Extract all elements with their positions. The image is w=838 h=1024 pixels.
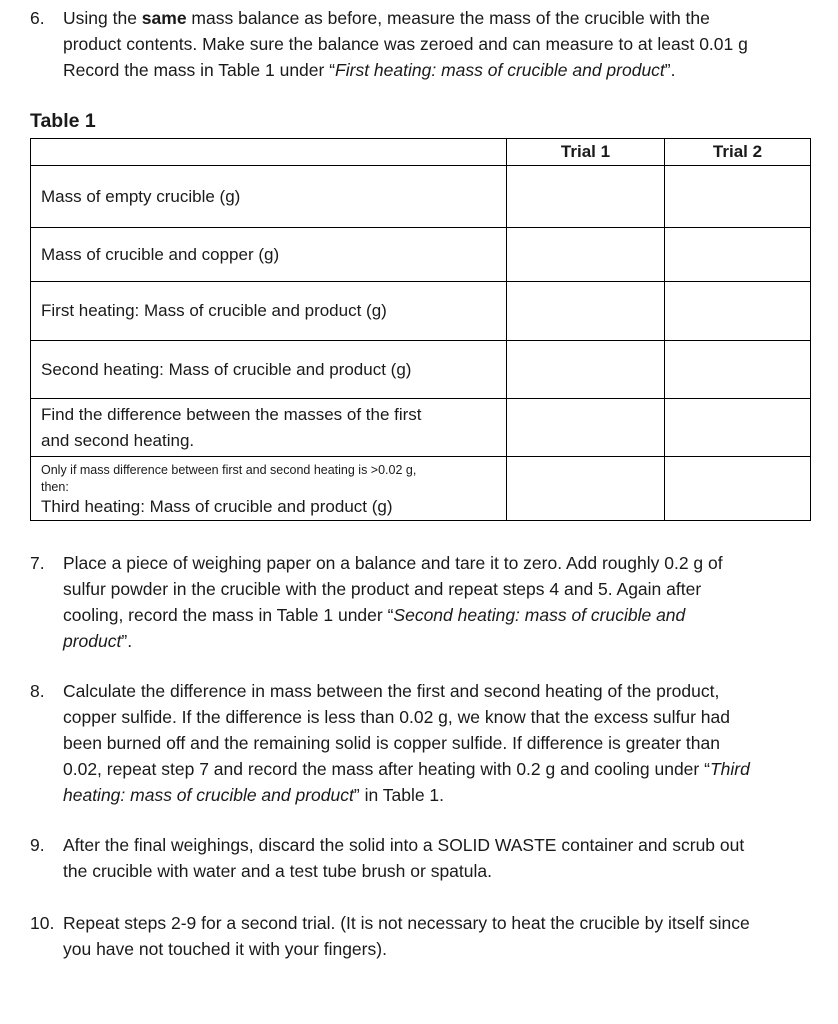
step-number: 10. xyxy=(30,913,55,933)
table-title: Table 1 xyxy=(30,110,96,132)
trial-2-cell[interactable] xyxy=(665,228,811,282)
step-number: 7. xyxy=(30,553,45,573)
step-line: sulfur powder in the crucible with the product and repeat steps 4 and 5. Again after xyxy=(63,579,702,599)
trial-2-cell[interactable] xyxy=(665,457,811,521)
row-note: then: xyxy=(41,479,69,494)
trial-2-cell[interactable] xyxy=(665,166,811,228)
step-line: been burned off and the remaining solid is copper sulfide. If difference is greater than xyxy=(63,733,720,753)
row-note: Only if mass difference between first and second heating is >0.02 g, xyxy=(41,462,417,477)
step-8 xyxy=(30,678,830,808)
table-row xyxy=(31,399,811,457)
row-label: Mass of crucible and copper (g) xyxy=(31,228,507,282)
step-line: After the final weighings, discard the solid into a SOLID WASTE container and scrub out xyxy=(63,835,745,855)
step-line: Repeat steps 2-9 for a second trial. (It is not necessary to heat the crucible by itself since xyxy=(63,913,750,933)
step-10 xyxy=(30,910,830,962)
table-row xyxy=(31,457,811,521)
row-label: First heating: Mass of crucible and product (g) xyxy=(31,282,507,341)
step-line: Calculate the difference in mass between the first and second heating of the product, xyxy=(63,681,720,701)
step-line: product”. xyxy=(63,631,133,651)
step-line: cooling, record the mass in Table 1 under “Second heating: mass of crucible and xyxy=(63,605,686,625)
row-label: Mass of empty crucible (g) xyxy=(31,166,507,228)
trial-2-cell[interactable] xyxy=(665,282,811,341)
step-line: the crucible with water and a test tube brush or spatula. xyxy=(63,861,492,881)
row-label: Only if mass difference between first and second heating is >0.02 g, then: Third heating: Mass of crucible and product (g) xyxy=(31,457,507,521)
trial-1-cell[interactable] xyxy=(507,166,665,228)
trial-1-cell[interactable] xyxy=(507,282,665,341)
step-6 xyxy=(30,5,830,83)
step-line: you have not touched it with your fingers). xyxy=(63,939,387,959)
trial-1-cell[interactable] xyxy=(507,399,665,457)
step-line: heating: mass of crucible and product” in Table 1. xyxy=(63,785,445,805)
step-line: copper sulfide. If the difference is less than 0.02 g, we know that the excess sulfur had xyxy=(63,707,731,727)
step-line: Record the mass in Table 1 under “First heating: mass of crucible and product”. xyxy=(63,60,676,80)
header-trial-1: Trial 1 xyxy=(507,139,665,166)
trial-1-cell[interactable] xyxy=(507,457,665,521)
step-number: 8. xyxy=(30,681,45,701)
row-label: Find the difference between the masses of the first and second heating. xyxy=(31,399,507,457)
step-line: Using the same mass balance as before, measure the mass of the crucible with the xyxy=(63,8,710,28)
table-header-row xyxy=(31,139,811,166)
row-label: Second heating: Mass of crucible and product (g) xyxy=(31,341,507,399)
table-row xyxy=(31,228,811,282)
trial-1-cell[interactable] xyxy=(507,341,665,399)
table-row xyxy=(31,166,811,228)
table-row xyxy=(31,282,811,341)
step-9 xyxy=(30,832,830,884)
step-number: 9. xyxy=(30,835,45,855)
step-line: 0.02, repeat step 7 and record the mass after heating with 0.2 g and cooling under “Third xyxy=(63,759,750,779)
step-number: 6. xyxy=(30,8,45,28)
header-trial-2: Trial 2 xyxy=(665,139,811,166)
trial-1-cell[interactable] xyxy=(507,228,665,282)
step-line: product contents. Make sure the balance was zeroed and can measure to at least 0.01 g xyxy=(63,34,748,54)
results-table xyxy=(30,138,811,521)
step-7 xyxy=(30,550,830,654)
trial-2-cell[interactable] xyxy=(665,399,811,457)
trial-2-cell[interactable] xyxy=(665,341,811,399)
header-cell-empty xyxy=(31,139,507,166)
table-row xyxy=(31,341,811,399)
step-line: Place a piece of weighing paper on a balance and tare it to zero. Add roughly 0.2 g of xyxy=(63,553,723,573)
